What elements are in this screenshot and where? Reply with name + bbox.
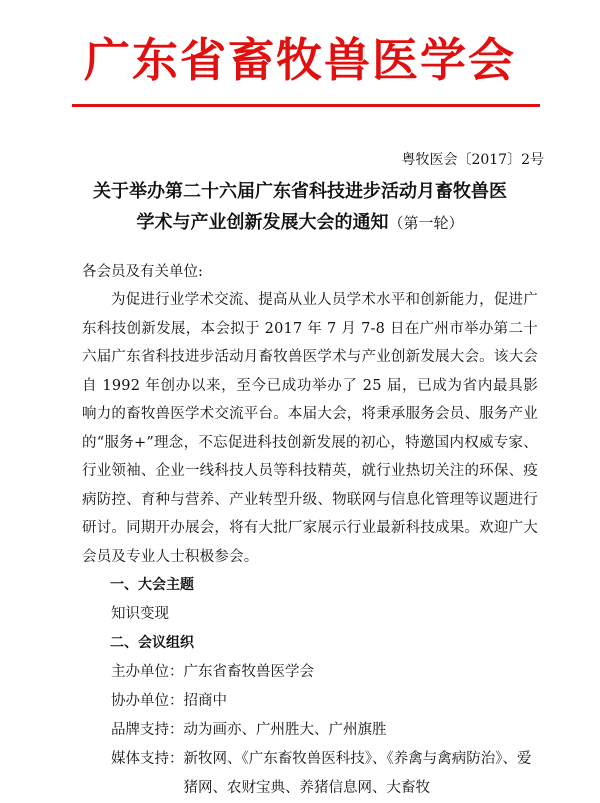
brand-support-row <box>82 716 538 745</box>
title-round: （第一轮） <box>388 214 464 232</box>
organizer-label: 主办单位： <box>111 664 184 680</box>
document-number: 粤牧医会〔2017〕2号 <box>401 152 544 168</box>
title-line-1: 关于举办第二十六届广东省科技进步活动月畜牧兽医 <box>93 181 507 202</box>
co-organizer-row <box>82 687 538 716</box>
organizer-value: 广东省畜牧兽医学会 <box>183 664 314 680</box>
salutation: 各会员及有关单位: <box>82 264 203 280</box>
section-heading-theme: 一、大会主题 <box>110 577 194 593</box>
organizer-row <box>82 658 538 687</box>
media-support-label: 媒体支持： <box>111 751 184 767</box>
body-paragraph: 为促进行业学术交流、提高从业人员学术水平和创新能力，促进广东科技创新发展，本会拟于 2017 年 7 月 7-8 日在广州市举办第二十六届广东省科技进步活动月畜牧兽医学术与产业创新发展大会。该大会自 1992 年创办以来，至今已成功举办了 25 届，已成为省内最具影响力的畜牧兽医学术交流平台。本届大会，将秉承服务会员、服务产业的“服务+”理念，不忘促进科技创新发展的初心，特邀国内权威专家、行业领袖、企业一线科技人员等科技精英，就行业热切关注的环保、疫病防控、育种与营养、产业转型升级、物联网与信息化管理等议题进行研讨。同期开办展会，将有大批厂家展示行业最新科技成果。欢迎广大会员及专业人士积极参会。 <box>82 292 538 565</box>
document-title <box>60 176 540 239</box>
brand-support-label: 品牌支持： <box>111 722 184 738</box>
title-line-2: 学术与产业创新发展大会的通知 <box>136 212 389 233</box>
section-heading-organization: 二、会议组织 <box>110 635 194 651</box>
co-organizer-value: 招商中 <box>183 693 227 709</box>
conference-theme: 知识变现 <box>111 606 169 622</box>
media-support-row <box>82 745 538 803</box>
organization-header: 广东省畜牧兽医学会 <box>84 33 516 87</box>
media-support-value: 新牧网、《广东畜牧兽医科技》、《养禽与禽病防治》、爱猪网、农财宝典、养猪信息网、大畜牧 <box>183 751 532 796</box>
brand-support-value: 动为画亦、广州胜大、广州旗胜 <box>183 722 387 738</box>
header-divider <box>72 104 540 107</box>
co-organizer-label: 协办单位： <box>111 693 184 709</box>
document-body <box>82 258 538 803</box>
